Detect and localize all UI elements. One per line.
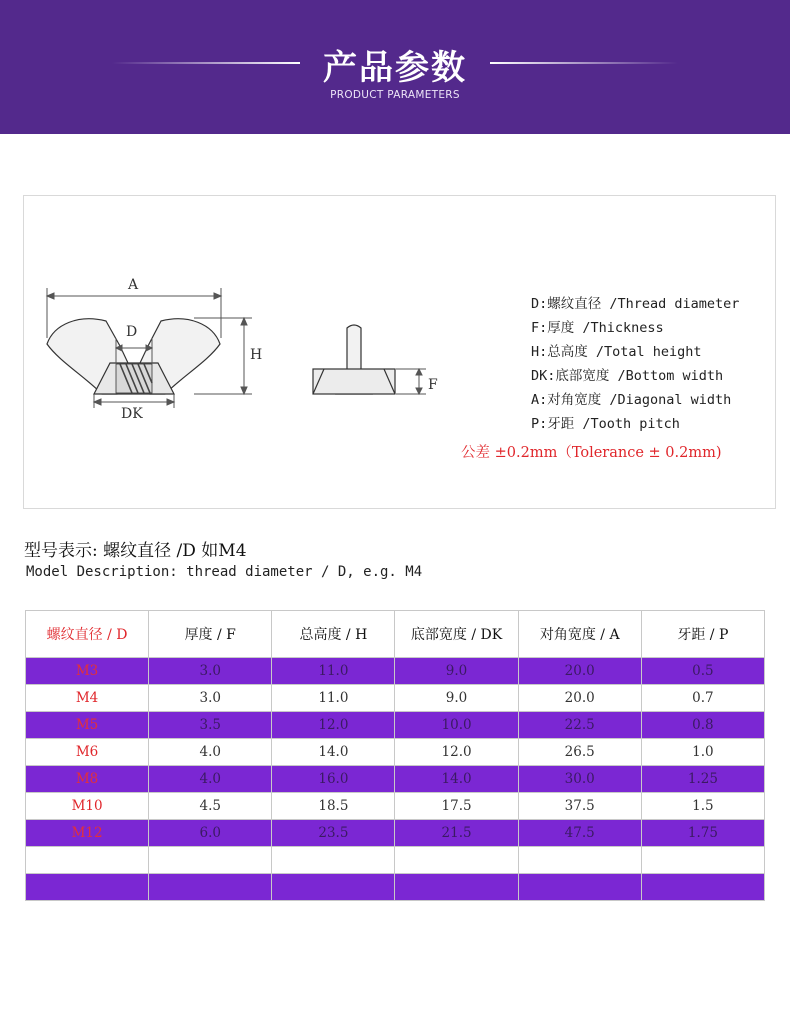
cell-total-height: 11.0 [272, 658, 395, 685]
cell-diagonal-width: 20.0 [518, 685, 641, 712]
cell-size: M3 [26, 658, 149, 685]
cell-tooth-pitch: 1.25 [641, 766, 764, 793]
page-subtitle: PRODUCT PARAMETERS [330, 89, 460, 101]
cell-empty [26, 847, 149, 874]
table-row [26, 793, 765, 820]
header-diagonal-width: 对角宽度 / A [518, 611, 641, 658]
cell-diagonal-width: 30.0 [518, 766, 641, 793]
legend-item-bottom-width: DK:底部宽度 /Bottom width [531, 368, 724, 384]
tolerance-note: 公差 ±0.2mm（Tolerance ± 0.2mm) [461, 445, 722, 461]
cell-empty [518, 874, 641, 901]
table-row [26, 820, 765, 847]
table-row [26, 658, 765, 685]
cell-thickness: 3.0 [149, 658, 272, 685]
cell-size: M12 [26, 820, 149, 847]
cell-empty [149, 847, 272, 874]
cell-bottom-width: 14.0 [395, 766, 518, 793]
cell-empty [395, 874, 518, 901]
legend-item-diagonal-width: A:对角宽度 /Diagonal width [531, 392, 732, 408]
legend-item-tooth-pitch: P:牙距 /Tooth pitch [531, 416, 680, 432]
cell-total-height: 23.5 [272, 820, 395, 847]
header-banner [0, 0, 790, 134]
table-row [26, 712, 765, 739]
cell-thickness: 3.0 [149, 685, 272, 712]
cell-thickness: 6.0 [149, 820, 272, 847]
cell-size: M6 [26, 739, 149, 766]
cell-tooth-pitch: 1.0 [641, 739, 764, 766]
dimension-a-label: A [128, 277, 139, 293]
dimension-f [396, 369, 426, 394]
cell-total-height: 14.0 [272, 739, 395, 766]
model-description-cn: 型号表示: 螺纹直径 /D 如M4 [24, 541, 247, 561]
cell-total-height: 11.0 [272, 685, 395, 712]
cell-tooth-pitch: 0.5 [641, 658, 764, 685]
cell-bottom-width: 9.0 [395, 685, 518, 712]
header-total-height: 总高度 / H [272, 611, 395, 658]
side-base-shape [313, 369, 395, 394]
table-row [26, 685, 765, 712]
cell-diagonal-width: 37.5 [518, 793, 641, 820]
cell-bottom-width: 10.0 [395, 712, 518, 739]
cell-diagonal-width: 26.5 [518, 739, 641, 766]
cell-empty [395, 847, 518, 874]
cell-bottom-width: 9.0 [395, 658, 518, 685]
cell-size: M10 [26, 793, 149, 820]
parameter-table [25, 610, 765, 901]
cell-diagonal-width: 22.5 [518, 712, 641, 739]
header-tooth-pitch: 牙距 / P [641, 611, 764, 658]
cell-bottom-width: 12.0 [395, 739, 518, 766]
cell-size: M4 [26, 685, 149, 712]
cell-empty [641, 874, 764, 901]
table-row [26, 739, 765, 766]
cell-tooth-pitch: 1.75 [641, 820, 764, 847]
dimension-dk-label: DK [121, 406, 143, 422]
header-thread-diameter: 螺纹直径 / D [26, 611, 149, 658]
header-bottom-width: 底部宽度 / DK [395, 611, 518, 658]
table-row-empty [26, 874, 765, 901]
cell-empty [272, 874, 395, 901]
header-thickness: 厚度 / F [149, 611, 272, 658]
cell-tooth-pitch: 0.7 [641, 685, 764, 712]
cell-diagonal-width: 47.5 [518, 820, 641, 847]
cell-empty [26, 874, 149, 901]
parameter-legend [531, 292, 739, 436]
cell-empty [149, 874, 272, 901]
legend-item-thickness: F:厚度 /Thickness [531, 320, 664, 336]
cell-tooth-pitch: 1.5 [641, 793, 764, 820]
dimension-d-label: D [126, 324, 138, 340]
cell-thickness: 4.5 [149, 793, 272, 820]
cell-total-height: 16.0 [272, 766, 395, 793]
cell-empty [641, 847, 764, 874]
cell-empty [518, 847, 641, 874]
cell-diagonal-width: 20.0 [518, 658, 641, 685]
cell-thickness: 4.0 [149, 766, 272, 793]
cell-total-height: 12.0 [272, 712, 395, 739]
model-description-en: Model Description: thread diameter / D, e.g. M4 [26, 564, 423, 580]
cell-bottom-width: 21.5 [395, 820, 518, 847]
diagram-panel [23, 195, 776, 509]
page-title: 产品参数 [323, 48, 467, 88]
banner-divider-right [490, 62, 678, 64]
legend-item-total-height: H:总高度 /Total height [531, 344, 702, 360]
cell-bottom-width: 17.5 [395, 793, 518, 820]
cell-size: M5 [26, 712, 149, 739]
cell-thickness: 4.0 [149, 739, 272, 766]
table-header-row [26, 611, 765, 658]
table-row-empty [26, 847, 765, 874]
cell-tooth-pitch: 0.8 [641, 712, 764, 739]
dimension-h-label: H [250, 347, 263, 363]
dimension-f-label: F [428, 377, 438, 393]
side-view [313, 325, 395, 394]
cell-size: M8 [26, 766, 149, 793]
cell-total-height: 18.5 [272, 793, 395, 820]
legend-item-thread-diameter: D:螺纹直径 /Thread diameter [531, 296, 740, 312]
cell-thickness: 3.5 [149, 712, 272, 739]
table-row [26, 766, 765, 793]
cell-empty [272, 847, 395, 874]
